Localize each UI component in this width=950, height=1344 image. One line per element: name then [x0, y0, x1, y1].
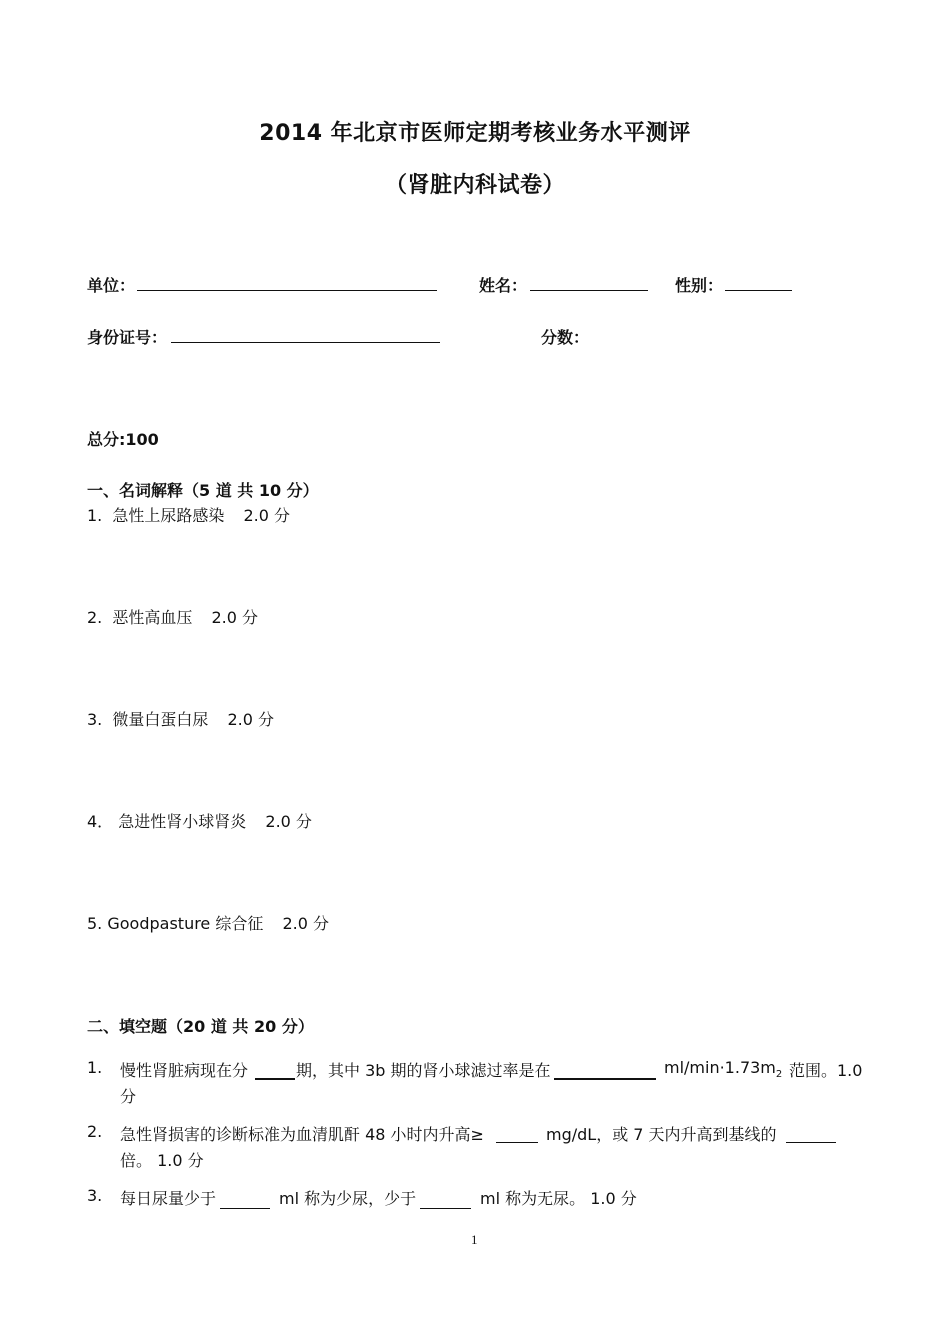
question-2-text-a: 急性肾损害的诊断标准为血清肌酐 48 小时内升高≥	[120, 1125, 484, 1144]
document-subtitle: （肾脏内科试卷）	[384, 173, 565, 198]
question-number-3: 3.	[87, 1186, 103, 1205]
name-field[interactable]	[530, 290, 648, 291]
unit-field[interactable]	[137, 290, 437, 291]
item-number: 2.	[87, 608, 103, 627]
unit-label: 单位：	[87, 276, 136, 295]
id-label: 身份证号：	[87, 328, 168, 347]
item-points: 2.0 分	[227, 710, 275, 729]
gender-label: 性别：	[675, 276, 724, 295]
item-points: 2.0 分	[265, 812, 312, 831]
question-1-text-a: 慢性肾脏病现在分	[120, 1061, 249, 1080]
item-text: 微量白蛋白尿	[112, 710, 209, 729]
question-3-text-b: ml 称为少尿，少于	[279, 1189, 417, 1208]
item-text: 急性上尿路感染	[112, 506, 225, 525]
item-number: 1.	[87, 506, 103, 525]
blank-field[interactable]	[220, 1208, 270, 1209]
item-number: 4．	[87, 812, 114, 831]
question-1-text-c	[664, 1058, 782, 1080]
blank-field[interactable]	[255, 1078, 295, 1080]
score-label: 分数：	[541, 328, 590, 347]
question-number-2: 2.	[87, 1122, 103, 1141]
term-item-4	[87, 809, 312, 832]
question-number-1: 1.	[87, 1058, 103, 1077]
item-text: Goodpasture 综合征	[107, 914, 264, 933]
gender-field[interactable]	[725, 290, 792, 291]
item-points: 2.0 分	[282, 914, 330, 933]
item-points: 2.0 分	[211, 608, 259, 627]
item-number: 5.	[87, 914, 103, 933]
item-number: 3.	[87, 710, 103, 729]
blank-field[interactable]	[554, 1078, 656, 1080]
unit-subscript: 2	[775, 1069, 783, 1081]
item-points: 2.0 分	[243, 506, 291, 525]
term-item-3	[87, 707, 274, 730]
question-1-text-b: 期，其中 3b 期的肾小球滤过率是在	[296, 1061, 551, 1080]
page-number: 1	[471, 1232, 478, 1247]
document-title: 2014 年北京市医师定期考核业务水平测评	[259, 121, 691, 146]
item-text: 急进性肾小球肾炎	[118, 812, 247, 831]
blank-field[interactable]	[420, 1208, 471, 1209]
question-2-text-b: mg/dL，或 7 天内升高到基线的	[546, 1125, 777, 1144]
section2-heading: 二、填空题（20 道 共 20 分）	[87, 1017, 314, 1036]
item-text: 恶性高血压	[112, 608, 193, 627]
unit-text: ml/min·1.73m	[664, 1058, 776, 1077]
term-item-5	[87, 911, 329, 934]
question-1-text-d: 范围。1.0	[789, 1061, 863, 1080]
name-label: 姓名：	[479, 276, 528, 295]
blank-field[interactable]	[496, 1142, 538, 1143]
blank-field[interactable]	[786, 1142, 836, 1143]
question-3-text-a: 每日尿量少于	[120, 1189, 217, 1208]
question-3-text-c: ml 称为无尿。 1.0 分	[480, 1189, 637, 1208]
question-1-text-e: 分	[120, 1087, 137, 1106]
term-item-1	[87, 503, 290, 526]
id-field[interactable]	[171, 342, 440, 343]
term-item-2	[87, 605, 258, 628]
question-2-text-c: 倍。 1.0 分	[120, 1151, 204, 1170]
section1-heading: 一、名词解释（5 道 共 10 分）	[87, 481, 319, 500]
total-score: 总分:100	[87, 430, 159, 449]
